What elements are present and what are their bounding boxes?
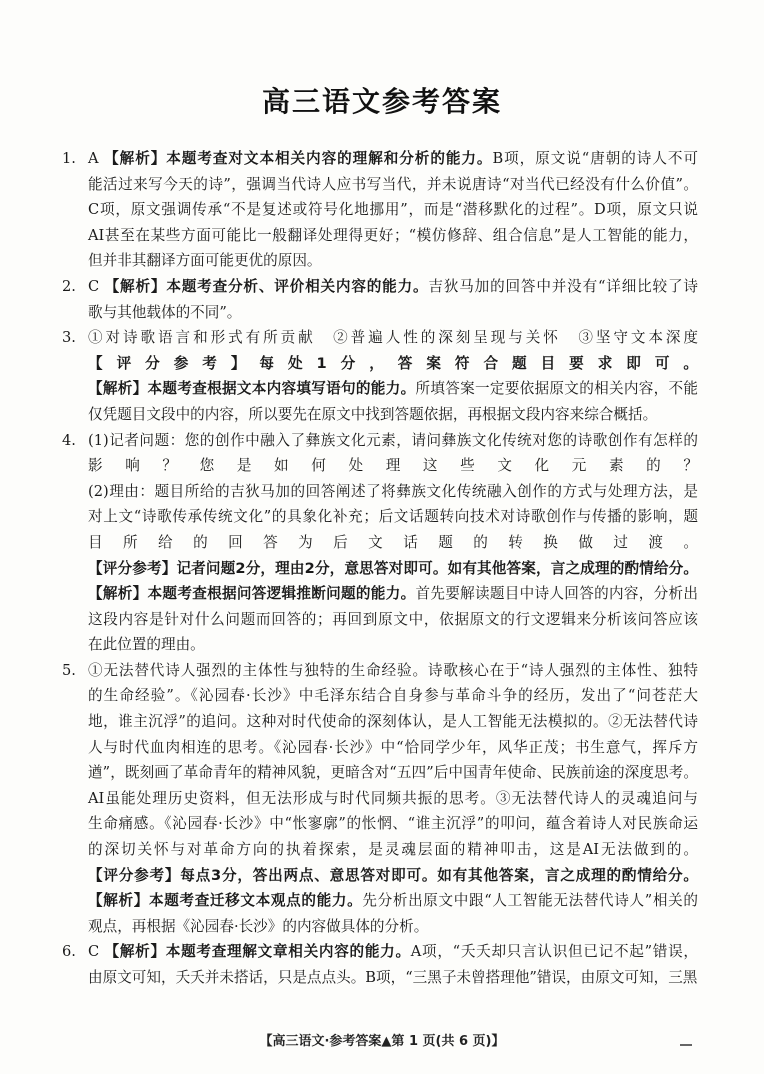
answer-line	[88, 376, 698, 402]
answer-text: 本题考查对文本相关内容的理解和分析的能力。	[166, 150, 493, 167]
section-tag: 【解析】	[88, 585, 148, 603]
answer-line: 生命痛感。《沁园春·长沙》中“怅寥廓”的怅惘、“谁主沉浮”的叩问，蕴含着诗人对民族命运	[88, 815, 698, 833]
answer-line: 地，谁主沉浮”的追问。这种对时代使命的深刻体认，是人工智能无法模拟的。②无法替代诗	[88, 713, 698, 731]
page-mark	[680, 1044, 692, 1046]
answer-text: 本题考查根据文本内容填写语句的能力。	[147, 380, 416, 398]
section-tag: 【解析】	[104, 150, 167, 167]
answer-line: C项，原文强调传承“不是复述或符号化地挪用”，而是“潜移默化的过程”。D项，原文只说	[88, 201, 698, 219]
answer-text: 每点3分，答出两点、意思答对即可。如有其他答案，言之成理的酌情给分。	[180, 866, 698, 884]
page-footer: 【高三语文·参考答案▲第 1 页(共 6 页)】	[259, 1034, 505, 1049]
answer-number: 5.	[62, 661, 76, 679]
answer-number: 4.	[62, 431, 76, 449]
answer-line: 影响？您是如何处理这些文化元素的？	[88, 457, 698, 475]
answer-line	[88, 888, 698, 914]
answer-text: 记者问题2分，理由2分，意思答对即可。如有其他答案，言之成理的酌情给分。	[176, 559, 698, 577]
answer-line: 歌与其他载体的不同”。	[88, 303, 242, 321]
answer-number: 6.	[62, 943, 76, 961]
answer-line	[88, 146, 698, 172]
answer-line: 人与时代血肉相连的思考。《沁园春·长沙》中“恰同学少年，风华正茂；书生意气，挥斥方	[88, 738, 698, 756]
answer-line: 观点，再根据《沁园春·长沙》的内容做具体的分析。	[88, 917, 429, 935]
answer-text: A项，“夭夭却只言认识但已记不起”错误，	[410, 943, 698, 961]
answer-text: C	[88, 277, 105, 295]
section-tag: 【解析】	[104, 277, 167, 295]
answer-text: C	[88, 943, 105, 961]
answer-line: 对上文“诗歌传承传统文化”的具象化补充；后文话题转向技术对诗歌创作与传播的影响，题	[88, 508, 698, 526]
answer-line: 但并非其翻译方面可能更优的原因。	[88, 252, 322, 270]
answer-text: A	[88, 150, 105, 167]
answer-item	[62, 428, 698, 658]
answer-line: (2)理由：题目所给的吉狄马加的回答阐述了将彝族文化传统融入创作的方式与处理方法，是	[88, 482, 698, 500]
answer-item	[62, 146, 698, 274]
answer-line: 能活过来写今天的诗”，强调当代诗人应书写当代，并未说唐诗“对当代已经没有什么价值”。	[88, 175, 698, 193]
answer-line	[88, 556, 698, 582]
answer-line: ①无法替代诗人强烈的主体性与独特的生命经验。诗歌核心在于“诗人强烈的主体性、独特	[88, 661, 698, 679]
answer-line: AI虽能处理历史资料，但无法形成与时代同频共振的思考。③无法替代诗人的灵魂追问与	[88, 789, 698, 807]
answer-line: 这段内容是针对什么问题而回答的；再回到原文中，依据原文的行文逻辑来分析该问答应该	[88, 610, 698, 628]
answer-text: 吉狄马加的回答中并没有“详细比较了诗	[428, 277, 698, 295]
answer-line	[88, 581, 698, 607]
answer-line: (1)记者问题：您的创作中融入了彝族文化元素，请问彝族文化传统对您的诗歌创作有怎样的	[88, 431, 698, 449]
answer-item	[62, 274, 698, 325]
answer-item	[62, 658, 698, 940]
answer-line: 遒”，既刻画了革命青年的精神风貌，更暗含对“五四”后中国青年使命、民族前途的深度思考。	[88, 764, 698, 782]
answer-item	[62, 939, 698, 990]
answer-line: 目所给的回答为后文话题的转换做过渡。	[88, 533, 698, 551]
answer-line: 的深切关怀与对革命方向的执着探索，是灵魂层面的精神叩击，这是AI无法做到的。	[88, 841, 698, 859]
answer-line: 在此位置的理由。	[88, 636, 205, 654]
section-tag: 【解析】	[88, 380, 148, 398]
answer-text: B项，原文说“唐朝的诗人不可	[492, 150, 698, 167]
answer-line: ①对诗歌语言和形式有所贡献 ②普遍人性的深刻呈现与关怀 ③坚守文本深度	[88, 329, 698, 347]
page-title: 高三语文参考答案	[261, 85, 502, 118]
answer-line: 由原文可知，夭夭并未搭话，只是点点头。B项，“三黑子未曾搭理他”错误，由原文可知，三黑	[88, 969, 698, 986]
answer-text: 本题考查分析、评价相关内容的能力。	[166, 277, 429, 295]
section-tag: 【评分参考】	[88, 559, 177, 577]
answer-item	[62, 325, 698, 427]
answer-list	[62, 146, 698, 991]
answer-text: 本题考查根据问答逻辑推断问题的能力。	[147, 585, 416, 603]
answer-text: 所填答案一定要依据原文的相关内容，不能	[415, 380, 698, 398]
section-tag: 【解析】	[104, 943, 166, 961]
answer-number: 1.	[62, 150, 76, 167]
section-tag: 【评分参考】	[88, 866, 181, 884]
answer-number: 3.	[62, 329, 76, 347]
answer-line	[88, 351, 698, 377]
answer-text: 本题考查理解文章相关内容的能力。	[165, 943, 411, 961]
answer-text: 首先要解读题目中诗人回答的内容，分析出	[415, 585, 698, 603]
section-tag: 【解析】	[88, 892, 149, 910]
answer-line: 的生命经验”。《沁园春·长沙》中毛泽东结合自身参与革命斗争的经历，发出了“问苍茫大	[88, 687, 698, 705]
answer-line	[88, 863, 698, 889]
answer-text: 先分析出原文中跟“人工智能无法替代诗人”相关的	[362, 892, 698, 910]
answer-number: 2.	[62, 277, 76, 295]
section-tag: 【评分参考】	[88, 354, 260, 372]
answer-line: AI甚至在某些方面可能比一般翻译处理得更好；“模仿修辞、组合信息”是人工智能的能力，	[88, 226, 698, 244]
answer-text: 每处1分，答案符合题目要求即可。	[259, 354, 698, 372]
answer-line	[88, 274, 698, 300]
answer-line	[88, 939, 698, 965]
answer-text: 本题考查迁移文本观点的能力。	[148, 892, 363, 910]
answer-line: 仅凭题目文段中的内容，所以要先在原文中找到答题依据，再根据文段内容来综合概括。	[88, 405, 658, 423]
